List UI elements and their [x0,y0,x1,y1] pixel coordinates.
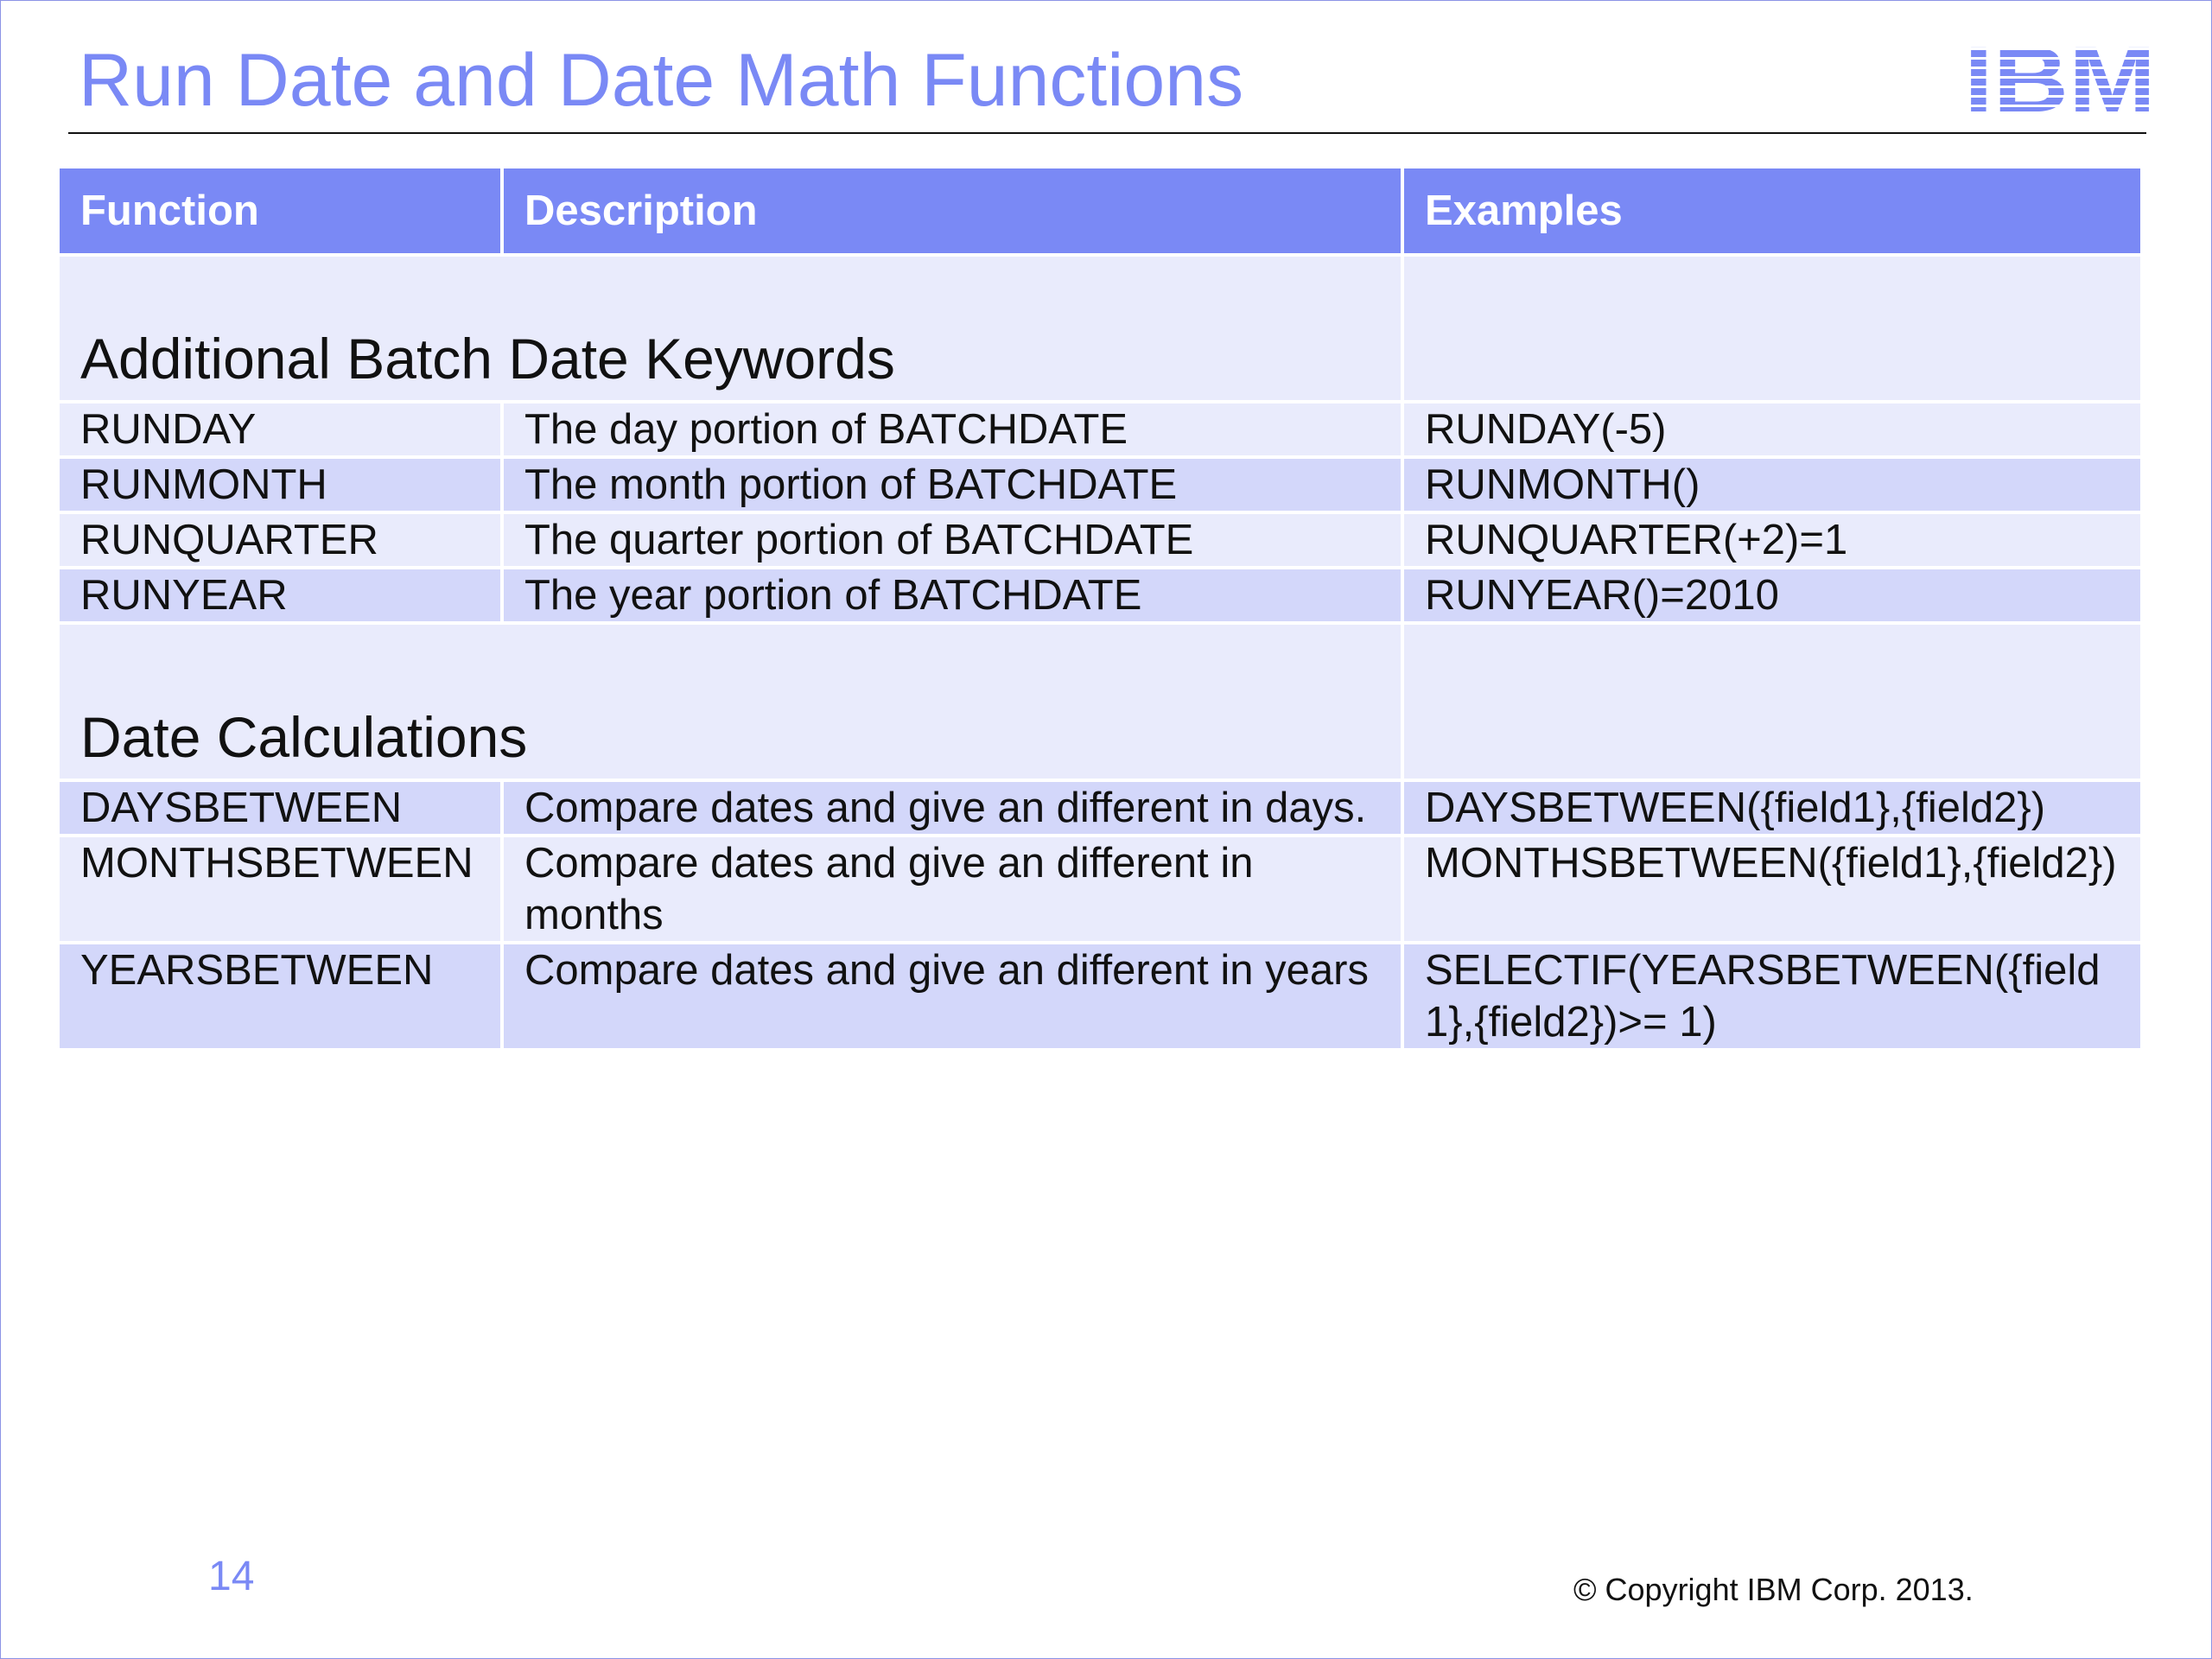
slide-title: Run Date and Date Math Functions [79,39,1244,122]
page-number: 14 [208,1554,255,1599]
function-name: RUNMONTH [58,457,502,512]
function-name: RUNYEAR [58,568,502,623]
section-heading-empty-cell [1402,255,2142,402]
function-name: MONTHSBETWEEN [58,836,502,943]
functions-table [56,165,2144,1052]
section-heading-row [58,623,2142,780]
table-row [58,512,2142,568]
function-example: RUNDAY(-5) [1402,402,2142,457]
table-row [58,568,2142,623]
function-description: The quarter portion of BATCHDATE [502,512,1402,568]
function-example: SELECTIF(YEARSBETWEEN({field1},{field2})>= 1) [1402,943,2142,1050]
function-example: RUNQUARTER(+2)=1 [1402,512,2142,568]
function-name: DAYSBETWEEN [58,780,502,836]
title-divider [68,132,2146,134]
table-header-row [58,167,2142,255]
table-row [58,836,2142,943]
function-example: RUNYEAR()=2010 [1402,568,2142,623]
function-description: Compare dates and give an different in months [502,836,1402,943]
function-name: RUNQUARTER [58,512,502,568]
section-heading: Additional Batch Date Keywords [58,255,1402,402]
function-name: YEARSBETWEEN [58,943,502,1050]
function-description: The day portion of BATCHDATE [502,402,1402,457]
table-row [58,780,2142,836]
function-description: Compare dates and give an different in years [502,943,1402,1050]
header-description: Description [502,167,1402,255]
function-example: RUNMONTH() [1402,457,2142,512]
section-heading-row [58,255,2142,402]
table-row [58,457,2142,512]
function-example: DAYSBETWEEN({field1},{field2}) [1402,780,2142,836]
function-name: RUNDAY [58,402,502,457]
table-row [58,943,2142,1050]
ibm-logo [1962,39,2158,118]
section-heading-empty-cell [1402,623,2142,780]
function-description: Compare dates and give an different in days. [502,780,1402,836]
copyright-notice: © Copyright IBM Corp. 2013. [1573,1572,1974,1607]
function-description: The month portion of BATCHDATE [502,457,1402,512]
function-example: MONTHSBETWEEN({field1},{field2}) [1402,836,2142,943]
table-row [58,402,2142,457]
header-examples: Examples [1402,167,2142,255]
header-function: Function [58,167,502,255]
section-heading: Date Calculations [58,623,1402,780]
function-description: The year portion of BATCHDATE [502,568,1402,623]
